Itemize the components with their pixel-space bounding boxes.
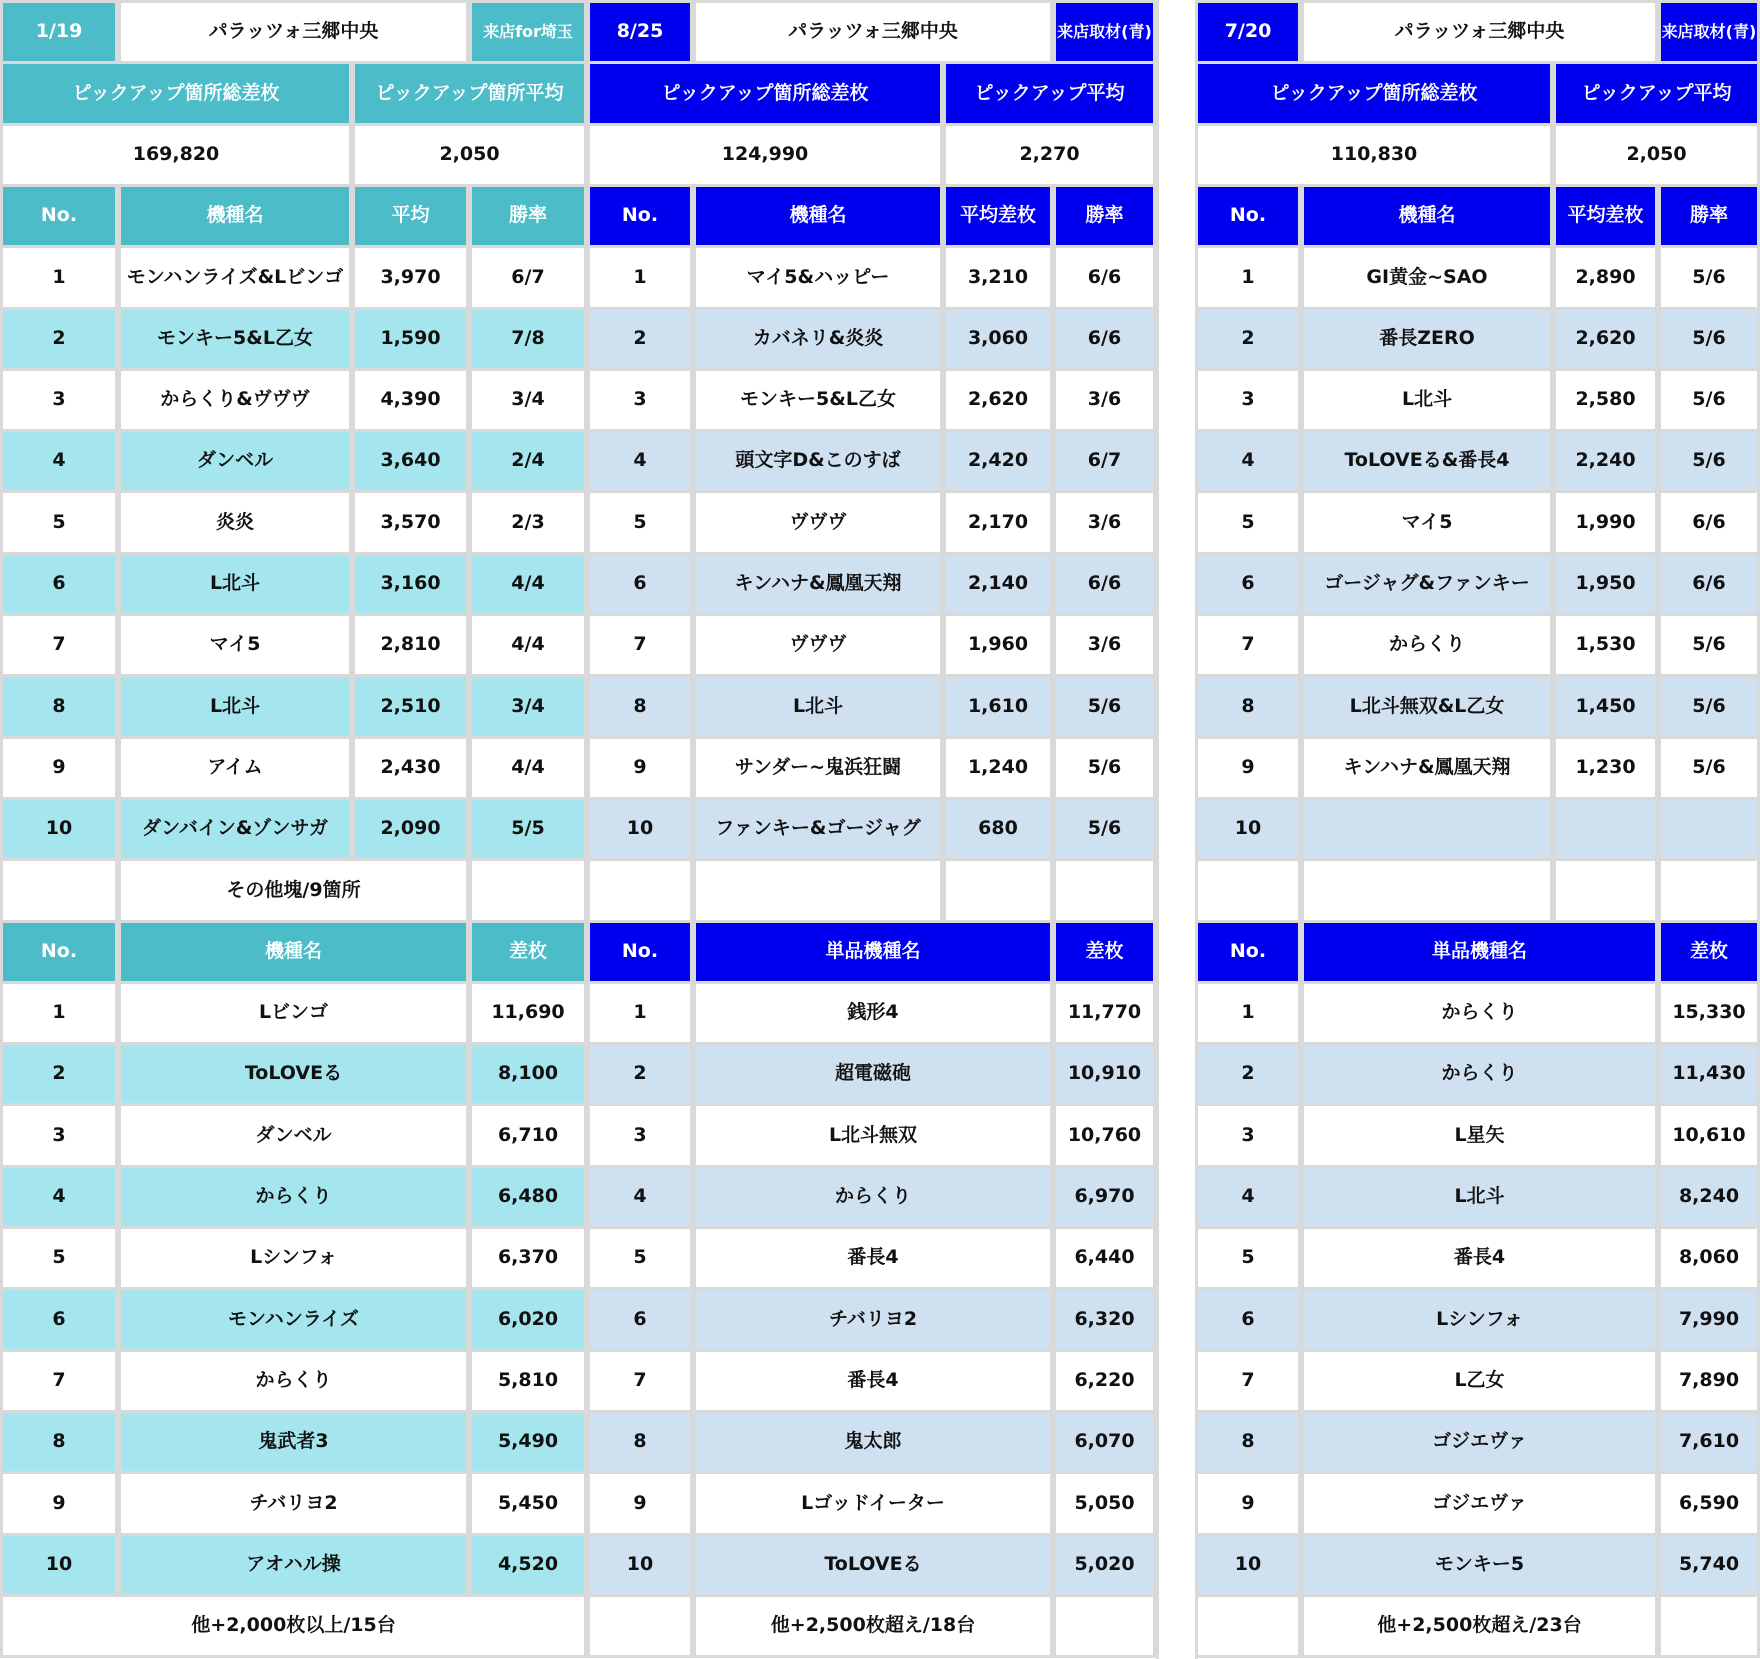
panel-3-single-model: 番長4 <box>1301 1226 1658 1290</box>
panel-2-rank-average: 2,140 <box>943 552 1053 616</box>
panel-1-single-diff: 6,480 <box>469 1165 587 1229</box>
panel-1-single-diff: 4,520 <box>469 1533 587 1597</box>
panel-1-single-diff: 5,450 <box>469 1471 587 1536</box>
panel-2-single-model: 番長4 <box>693 1226 1053 1290</box>
panel-1-single-diff: 6,020 <box>469 1287 587 1352</box>
panel-3-rank-model: ToLOVEる&番長4 <box>1301 429 1553 493</box>
panel-3-rank-model: 番長ZERO <box>1301 307 1553 371</box>
panel-3-single-diff: 6,590 <box>1658 1471 1760 1536</box>
panel-3-rank-header-2: 機種名 <box>1301 184 1553 248</box>
panel-3-rank-winrate: 5/6 <box>1658 736 1760 800</box>
panel-3-single-model: L北斗 <box>1301 1165 1658 1229</box>
panel-1-single-model: 鬼武者3 <box>118 1410 469 1474</box>
panel-1-rank-header-2: 機種名 <box>118 184 352 248</box>
panel-1-rank-average: 2,810 <box>352 613 469 677</box>
panel-3-rank-winrate <box>1658 797 1760 861</box>
panel-2-single-no: 1 <box>587 981 693 1045</box>
panel-2-single-diff: 6,070 <box>1053 1410 1156 1474</box>
panel-3-single-diff: 15,330 <box>1658 981 1760 1045</box>
panel-2-rank-average: 2,420 <box>943 429 1053 493</box>
panel-1-rank-no: 4 <box>0 429 118 493</box>
panel-2-single-diff: 10,910 <box>1053 1042 1156 1106</box>
panel-1-rank-average: 3,160 <box>352 552 469 616</box>
panel-3-rank-header-4: 勝率 <box>1658 184 1760 248</box>
panel-1-single-header-model: 機種名 <box>118 920 469 984</box>
panel-1-rank-average: 3,640 <box>352 429 469 493</box>
panel-2-rank-no: 4 <box>587 429 693 493</box>
panel-2-single-note-blank <box>1053 1594 1156 1658</box>
panel-3-empty-cell <box>1553 858 1658 923</box>
panel-3-single-no: 6 <box>1195 1287 1301 1352</box>
panel-1-rank-winrate: 2/3 <box>469 490 587 555</box>
panel-2-rank-winrate: 6/6 <box>1053 307 1156 371</box>
panel-1-rank-model: 炎炎 <box>118 490 352 555</box>
panel-1-single-diff: 6,710 <box>469 1103 587 1168</box>
panel-2-rank-no: 9 <box>587 736 693 800</box>
panel-2-rank-model: サンダー~鬼浜狂闘 <box>693 736 943 800</box>
panel-2-empty-cell <box>943 858 1053 923</box>
panel-1-rank-winrate: 4/4 <box>469 736 587 800</box>
panel-3-rank-no: 10 <box>1195 797 1301 861</box>
panel-3-single-diff: 8,060 <box>1658 1226 1760 1290</box>
panel-1-rank-model: からくり&ヴヴヴ <box>118 368 352 432</box>
panel-2-rank-header-4: 勝率 <box>1053 184 1156 248</box>
panel-3-single-diff: 7,610 <box>1658 1410 1760 1474</box>
panel-1-single-diff: 8,100 <box>469 1042 587 1106</box>
panel-3-rank-winrate: 5/6 <box>1658 307 1760 371</box>
panel-1-single-diff: 11,690 <box>469 981 587 1045</box>
panel-3-single-diff: 11,430 <box>1658 1042 1760 1106</box>
panel-1-single-model: ToLOVEる <box>118 1042 469 1106</box>
panel-2-empty-cell <box>587 858 693 923</box>
panel-3-rank-model: GI黄金~SAO <box>1301 245 1553 310</box>
panel-3-single-no: 4 <box>1195 1165 1301 1229</box>
panel-2-event-label: 来店取材(青) <box>1053 0 1156 64</box>
panel-2-rank-winrate: 5/6 <box>1053 736 1156 800</box>
panel-1-rank-winrate: 7/8 <box>469 307 587 371</box>
panel-1-single-no: 5 <box>0 1226 118 1290</box>
panel-1-rank-model: モンハンライズ&Lビンゴ <box>118 245 352 310</box>
panel-3-single-header-no: No. <box>1195 920 1301 984</box>
panel-1-rank-header-3: 平均 <box>352 184 469 248</box>
panel-1-single-no: 7 <box>0 1349 118 1413</box>
panel-1-rank-average: 2,090 <box>352 797 469 861</box>
panel-3-rank-winrate: 6/6 <box>1658 490 1760 555</box>
panel-2-rank-model: ヴヴヴ <box>693 490 943 555</box>
panel-1-rank-no: 8 <box>0 674 118 739</box>
panel-1-rank-model: L北斗 <box>118 674 352 739</box>
panel-1-rank-note-blank <box>469 858 587 923</box>
panel-1-rank-winrate: 4/4 <box>469 613 587 677</box>
panel-3-total-diff-value: 110,830 <box>1195 123 1553 187</box>
panel-1-single-no: 8 <box>0 1410 118 1474</box>
panel-3-single-no: 1 <box>1195 981 1301 1045</box>
panel-3-rank-average: 1,950 <box>1553 552 1658 616</box>
panel-1-single-diff: 6,370 <box>469 1226 587 1290</box>
panel-3-rank-average: 2,580 <box>1553 368 1658 432</box>
panel-2-single-diff: 5,050 <box>1053 1471 1156 1536</box>
panel-1-rank-no: 9 <box>0 736 118 800</box>
panel-1-rank-no: 2 <box>0 307 118 371</box>
panel-3-total-diff-header: ピックアップ箇所総差枚 <box>1195 61 1553 126</box>
panel-3-single-diff: 8,240 <box>1658 1165 1760 1229</box>
panel-3-rank-no: 6 <box>1195 552 1301 616</box>
panel-2-average-value: 2,270 <box>943 123 1156 187</box>
panel-2-rank-winrate: 3/6 <box>1053 490 1156 555</box>
panel-2-single-no: 8 <box>587 1410 693 1474</box>
panel-2-rank-no: 10 <box>587 797 693 861</box>
panel-3-single-no: 9 <box>1195 1471 1301 1536</box>
panel-3-single-model: からくり <box>1301 981 1658 1045</box>
panel-2-rank-no: 3 <box>587 368 693 432</box>
panel-1-rank-no: 3 <box>0 368 118 432</box>
panel-1-total-diff-value: 169,820 <box>0 123 352 187</box>
panel-3-single-diff: 10,610 <box>1658 1103 1760 1168</box>
panel-2-single-diff: 11,770 <box>1053 981 1156 1045</box>
panel-2-rank-no: 1 <box>587 245 693 310</box>
panel-3-rank-no: 8 <box>1195 674 1301 739</box>
panel-1-rank-model: ダンベル <box>118 429 352 493</box>
panel-2-rank-average: 3,060 <box>943 307 1053 371</box>
panel-3-rank-model: マイ5 <box>1301 490 1553 555</box>
panel-1-total-diff-header: ピックアップ箇所総差枚 <box>0 61 352 126</box>
panel-1-single-model: モンハンライズ <box>118 1287 469 1352</box>
panel-1-rank-winrate: 2/4 <box>469 429 587 493</box>
panel-2-single-no: 4 <box>587 1165 693 1229</box>
panel-3-single-note-blank <box>1195 1594 1301 1658</box>
panel-3-rank-header-3: 平均差枚 <box>1553 184 1658 248</box>
panel-1-single-diff: 5,810 <box>469 1349 587 1413</box>
panel-3-single-no: 7 <box>1195 1349 1301 1413</box>
panel-2-single-model: からくり <box>693 1165 1053 1229</box>
panel-1-single-model: ダンベル <box>118 1103 469 1168</box>
panel-2-rank-winrate: 6/6 <box>1053 552 1156 616</box>
panel-2-single-no: 5 <box>587 1226 693 1290</box>
panel-2-rank-average: 1,240 <box>943 736 1053 800</box>
panel-2-single-diff: 6,220 <box>1053 1349 1156 1413</box>
panel-1-single-model: Lビンゴ <box>118 981 469 1045</box>
panel-1-single-model: Lシンフォ <box>118 1226 469 1290</box>
panel-2-single-model: 超電磁砲 <box>693 1042 1053 1106</box>
panel-2-single-diff: 10,760 <box>1053 1103 1156 1168</box>
panel-3-rank-header-1: No. <box>1195 184 1301 248</box>
panel-2-single-note-blank <box>587 1594 693 1658</box>
panel-1-rank-average: 3,570 <box>352 490 469 555</box>
panel-3-rank-average: 1,530 <box>1553 613 1658 677</box>
panel-3-rank-winrate: 5/6 <box>1658 429 1760 493</box>
panel-2-single-diff: 5,020 <box>1053 1533 1156 1597</box>
panel-1-rank-no: 7 <box>0 613 118 677</box>
panel-1-rank-no: 10 <box>0 797 118 861</box>
panel-3-rank-no: 1 <box>1195 245 1301 310</box>
panel-1-rank-no: 1 <box>0 245 118 310</box>
panel-1-single-model: からくり <box>118 1349 469 1413</box>
panel-3-rank-model: L北斗無双&L乙女 <box>1301 674 1553 739</box>
panel-2-rank-model: モンキー5&L乙女 <box>693 368 943 432</box>
panel-2-single-no: 6 <box>587 1287 693 1352</box>
panel-3-single-no: 5 <box>1195 1226 1301 1290</box>
panel-2-total-diff-value: 124,990 <box>587 123 943 187</box>
panel-3-rank-average <box>1553 797 1658 861</box>
panel-1-single-no: 3 <box>0 1103 118 1168</box>
panel-2-single-no: 7 <box>587 1349 693 1413</box>
panel-2-rank-winrate: 3/6 <box>1053 613 1156 677</box>
panel-1-rank-header-4: 勝率 <box>469 184 587 248</box>
panel-3-single-model: Lシンフォ <box>1301 1287 1658 1352</box>
panel-2-total-diff-header: ピックアップ箇所総差枚 <box>587 61 943 126</box>
panel-3-single-no: 2 <box>1195 1042 1301 1106</box>
panel-2-single-diff: 6,970 <box>1053 1165 1156 1229</box>
panel-2-rank-model: キンハナ&鳳凰天翔 <box>693 552 943 616</box>
panel-3-rank-average: 1,230 <box>1553 736 1658 800</box>
panel-2-rank-winrate: 5/6 <box>1053 797 1156 861</box>
panel-3-single-model: L星矢 <box>1301 1103 1658 1168</box>
panel-1-date: 1/19 <box>0 0 118 64</box>
panel-2-rank-no: 6 <box>587 552 693 616</box>
panel-1-rank-average: 1,590 <box>352 307 469 371</box>
panel-3-rank-model: ゴージャグ&ファンキー <box>1301 552 1553 616</box>
panel-2-single-model: Lゴッドイーター <box>693 1471 1053 1536</box>
panel-2-single-header-no: No. <box>587 920 693 984</box>
panel-2-rank-model: ファンキー&ゴージャグ <box>693 797 943 861</box>
panel-2-single-no: 9 <box>587 1471 693 1536</box>
panel-1-single-no: 1 <box>0 981 118 1045</box>
panel-2-empty-cell <box>693 858 943 923</box>
panel-3-rank-model: L北斗 <box>1301 368 1553 432</box>
panel-2-rank-no: 8 <box>587 674 693 739</box>
panel-3-single-model: からくり <box>1301 1042 1658 1106</box>
panel-3-single-diff: 5,740 <box>1658 1533 1760 1597</box>
panel-3-event-label: 来店取材(青) <box>1658 0 1760 64</box>
panel-3-average-value: 2,050 <box>1553 123 1760 187</box>
panel-3-store-name: パラッツォ三郷中央 <box>1301 0 1658 64</box>
panel-3-single-model: L乙女 <box>1301 1349 1658 1413</box>
panel-3-rank-average: 2,890 <box>1553 245 1658 310</box>
panel-3-rank-model: からくり <box>1301 613 1553 677</box>
panel-2-single-diff: 6,320 <box>1053 1287 1156 1352</box>
panel-2-rank-model: マイ5&ハッピー <box>693 245 943 310</box>
panel-1-rank-model: アイム <box>118 736 352 800</box>
panel-1-rank-model: ダンバイン&ゾンサガ <box>118 797 352 861</box>
panel-2-rank-winrate: 6/6 <box>1053 245 1156 310</box>
panel-3-rank-winrate: 5/6 <box>1658 613 1760 677</box>
panel-3-single-note-blank <box>1658 1594 1760 1658</box>
panel-3-single-note: 他+2,500枚超え/23台 <box>1301 1594 1658 1658</box>
panel-1-rank-average: 2,430 <box>352 736 469 800</box>
panel-1-store-name: パラッツォ三郷中央 <box>118 0 469 64</box>
panel-3-average-header: ピックアップ平均 <box>1553 61 1760 126</box>
panel-2-rank-model: ヴヴヴ <box>693 613 943 677</box>
panel-2-rank-average: 680 <box>943 797 1053 861</box>
panel-1-rank-model: マイ5 <box>118 613 352 677</box>
panel-1-rank-average: 2,510 <box>352 674 469 739</box>
panel-1-single-diff: 5,490 <box>469 1410 587 1474</box>
panel-2-rank-header-3: 平均差枚 <box>943 184 1053 248</box>
panel-2-rank-model: 頭文字D&このすば <box>693 429 943 493</box>
panel-3-single-diff: 7,890 <box>1658 1349 1760 1413</box>
panel-1-average-value: 2,050 <box>352 123 587 187</box>
panel-1-average-header: ピックアップ箇所平均 <box>352 61 587 126</box>
panel-2-rank-model: L北斗 <box>693 674 943 739</box>
panel-2-single-model: L北斗無双 <box>693 1103 1053 1168</box>
panel-3-single-diff: 7,990 <box>1658 1287 1760 1352</box>
panel-3-rank-winrate: 5/6 <box>1658 368 1760 432</box>
panel-1-rank-average: 4,390 <box>352 368 469 432</box>
panel-2-single-header-diff: 差枚 <box>1053 920 1156 984</box>
panel-2-empty-cell <box>1053 858 1156 923</box>
panel-2-single-diff: 6,440 <box>1053 1226 1156 1290</box>
panel-2-rank-winrate: 6/7 <box>1053 429 1156 493</box>
panel-3-empty-cell <box>1658 858 1760 923</box>
panel-3-rank-no: 9 <box>1195 736 1301 800</box>
panel-2-rank-header-2: 機種名 <box>693 184 943 248</box>
panel-3-empty-cell <box>1195 858 1301 923</box>
panel-2-rank-winrate: 5/6 <box>1053 674 1156 739</box>
panel-3-rank-average: 2,240 <box>1553 429 1658 493</box>
panel-2-rank-average: 2,170 <box>943 490 1053 555</box>
panel-2-rank-header-1: No. <box>587 184 693 248</box>
panel-2-store-name: パラッツォ三郷中央 <box>693 0 1053 64</box>
panel-2-rank-average: 2,620 <box>943 368 1053 432</box>
panel-3-date: 7/20 <box>1195 0 1301 64</box>
panel-3-rank-no: 5 <box>1195 490 1301 555</box>
panel-3-single-model: ゴジエヴァ <box>1301 1410 1658 1474</box>
panel-2-rank-model: カバネリ&炎炎 <box>693 307 943 371</box>
panel-1-rank-winrate: 5/5 <box>469 797 587 861</box>
panel-1-single-no: 9 <box>0 1471 118 1536</box>
panel-1-single-model: からくり <box>118 1165 469 1229</box>
panel-2-single-no: 10 <box>587 1533 693 1597</box>
panel-3-rank-model <box>1301 797 1553 861</box>
panel-1-single-model: チバリヨ2 <box>118 1471 469 1536</box>
panel-1-rank-note: その他塊/9箇所 <box>118 858 469 923</box>
panel-1-rank-winrate: 3/4 <box>469 674 587 739</box>
panel-3-rank-model: キンハナ&鳳凰天翔 <box>1301 736 1553 800</box>
panel-1-single-note: 他+2,000枚以上/15台 <box>0 1594 587 1658</box>
panel-2-rank-average: 1,610 <box>943 674 1053 739</box>
panel-3-rank-winrate: 6/6 <box>1658 552 1760 616</box>
panel-3-single-header-model: 単品機種名 <box>1301 920 1658 984</box>
panel-3-rank-average: 2,620 <box>1553 307 1658 371</box>
panel-3-rank-no: 4 <box>1195 429 1301 493</box>
panel-1-single-no: 10 <box>0 1533 118 1597</box>
panel-1-rank-model: L北斗 <box>118 552 352 616</box>
panel-1-single-no: 4 <box>0 1165 118 1229</box>
panel-2-rank-no: 2 <box>587 307 693 371</box>
panel-1-single-no: 2 <box>0 1042 118 1106</box>
panel-3-rank-no: 3 <box>1195 368 1301 432</box>
panel-2-rank-no: 5 <box>587 490 693 555</box>
panel-2-rank-average: 1,960 <box>943 613 1053 677</box>
panel-2-rank-winrate: 3/6 <box>1053 368 1156 432</box>
panel-1-rank-winrate: 4/4 <box>469 552 587 616</box>
panel-1-rank-model: モンキー5&L乙女 <box>118 307 352 371</box>
panel-3-single-no: 3 <box>1195 1103 1301 1168</box>
panel-separator <box>1156 0 1198 1659</box>
panel-1-single-no: 6 <box>0 1287 118 1352</box>
panel-3-rank-average: 1,990 <box>1553 490 1658 555</box>
panel-2-single-model: 番長4 <box>693 1349 1053 1413</box>
panel-2-rank-no: 7 <box>587 613 693 677</box>
panel-1-event-label: 来店for埼玉 <box>469 0 587 64</box>
panel-2-single-model: 鬼太郎 <box>693 1410 1053 1474</box>
panel-2-single-no: 2 <box>587 1042 693 1106</box>
panel-1-single-header-diff: 差枚 <box>469 920 587 984</box>
panel-3-single-model: モンキー5 <box>1301 1533 1658 1597</box>
panel-3-rank-no: 7 <box>1195 613 1301 677</box>
panel-1-rank-winrate: 3/4 <box>469 368 587 432</box>
panel-3-empty-cell <box>1301 858 1553 923</box>
panel-1-single-header-no: No. <box>0 920 118 984</box>
panel-2-single-note: 他+2,500枚超え/18台 <box>693 1594 1053 1658</box>
panel-3-rank-winrate: 5/6 <box>1658 245 1760 310</box>
panel-3-rank-average: 1,450 <box>1553 674 1658 739</box>
panel-2-rank-average: 3,210 <box>943 245 1053 310</box>
panel-1-rank-header-1: No. <box>0 184 118 248</box>
panel-2-single-model: ToLOVEる <box>693 1533 1053 1597</box>
panel-1-rank-note-blank <box>0 858 118 923</box>
panel-1-rank-no: 5 <box>0 490 118 555</box>
panel-3-single-no: 8 <box>1195 1410 1301 1474</box>
panel-2-single-model: チバリヨ2 <box>693 1287 1053 1352</box>
panel-1-rank-no: 6 <box>0 552 118 616</box>
panel-3-rank-no: 2 <box>1195 307 1301 371</box>
panel-2-date: 8/25 <box>587 0 693 64</box>
panel-2-single-model: 銭形4 <box>693 981 1053 1045</box>
panel-2-single-header-model: 単品機種名 <box>693 920 1053 984</box>
panel-3-rank-winrate: 5/6 <box>1658 674 1760 739</box>
panel-3-single-model: ゴジエヴァ <box>1301 1471 1658 1536</box>
panel-1-rank-winrate: 6/7 <box>469 245 587 310</box>
panel-1-rank-average: 3,970 <box>352 245 469 310</box>
panel-1-single-model: アオハル操 <box>118 1533 469 1597</box>
panel-2-average-header: ピックアップ平均 <box>943 61 1156 126</box>
panel-3-single-header-diff: 差枚 <box>1658 920 1760 984</box>
panel-2-single-no: 3 <box>587 1103 693 1168</box>
panel-3-single-no: 10 <box>1195 1533 1301 1597</box>
